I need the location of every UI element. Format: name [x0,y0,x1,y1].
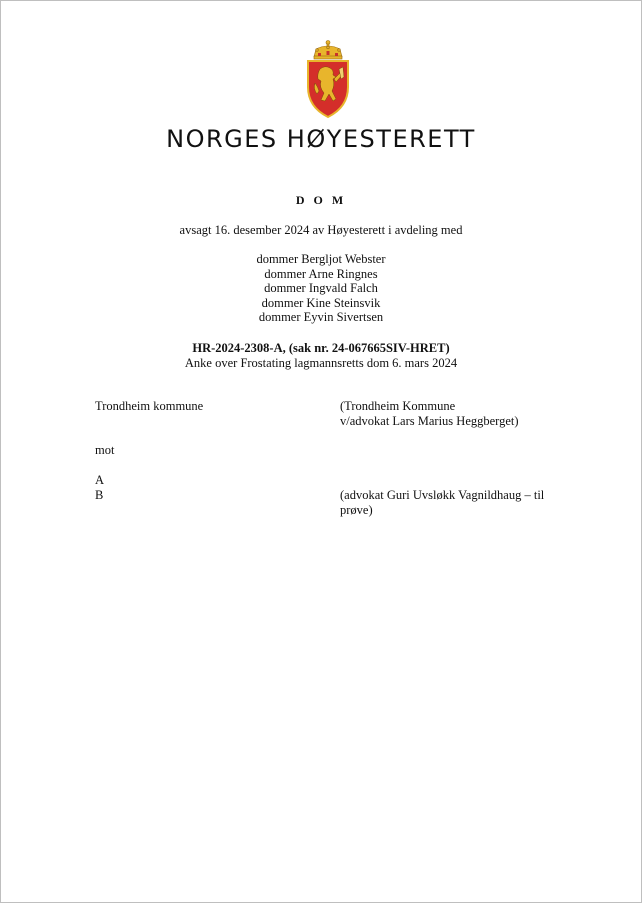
court-name: NORGES HØYESTERETT [166,125,476,153]
document-type-heading: D O M [295,193,347,207]
appellant-counsel-line: v/advokat Lars Marius Heggberget) [340,414,519,428]
appellant-counsel-line: (Trondheim Kommune [340,399,456,413]
case-number: HR-2024-2308-A, (sak nr. 24-067665SIV-HRET) [192,341,450,355]
judge-name: dommer Bergljot Webster [256,252,386,266]
appellant-counsel [340,399,519,429]
respondent-counsel-line: (advokat Guri Uvsløkk Vagnildhaug – til [340,488,545,502]
judge-name: dommer Eyvin Sivertsen [258,310,384,325]
versus-label: mot [95,443,115,457]
judge-name: dommer Arne Ringnes [264,266,378,281]
respondent-counsel [340,488,544,518]
delivered-statement: avsagt 16. desember 2024 av Høyesterett i avdeling med [179,223,463,237]
judge-name: dommer Kine Steinsvik [261,295,381,310]
judge-name: dommer Ingvald Falch [264,281,378,296]
respondent-b: B [95,488,104,502]
respondent-counsel-line: prøve) [340,503,373,517]
coat-of-arms-icon [303,39,353,119]
crown-icon [314,41,342,60]
appellant-name: Trondheim kommune [95,399,204,413]
appeal-description: Anke over Frostating lagmannsretts dom 6. mars 2024 [184,356,458,370]
judges-list [1,252,641,325]
respondent-a: A [95,473,105,487]
